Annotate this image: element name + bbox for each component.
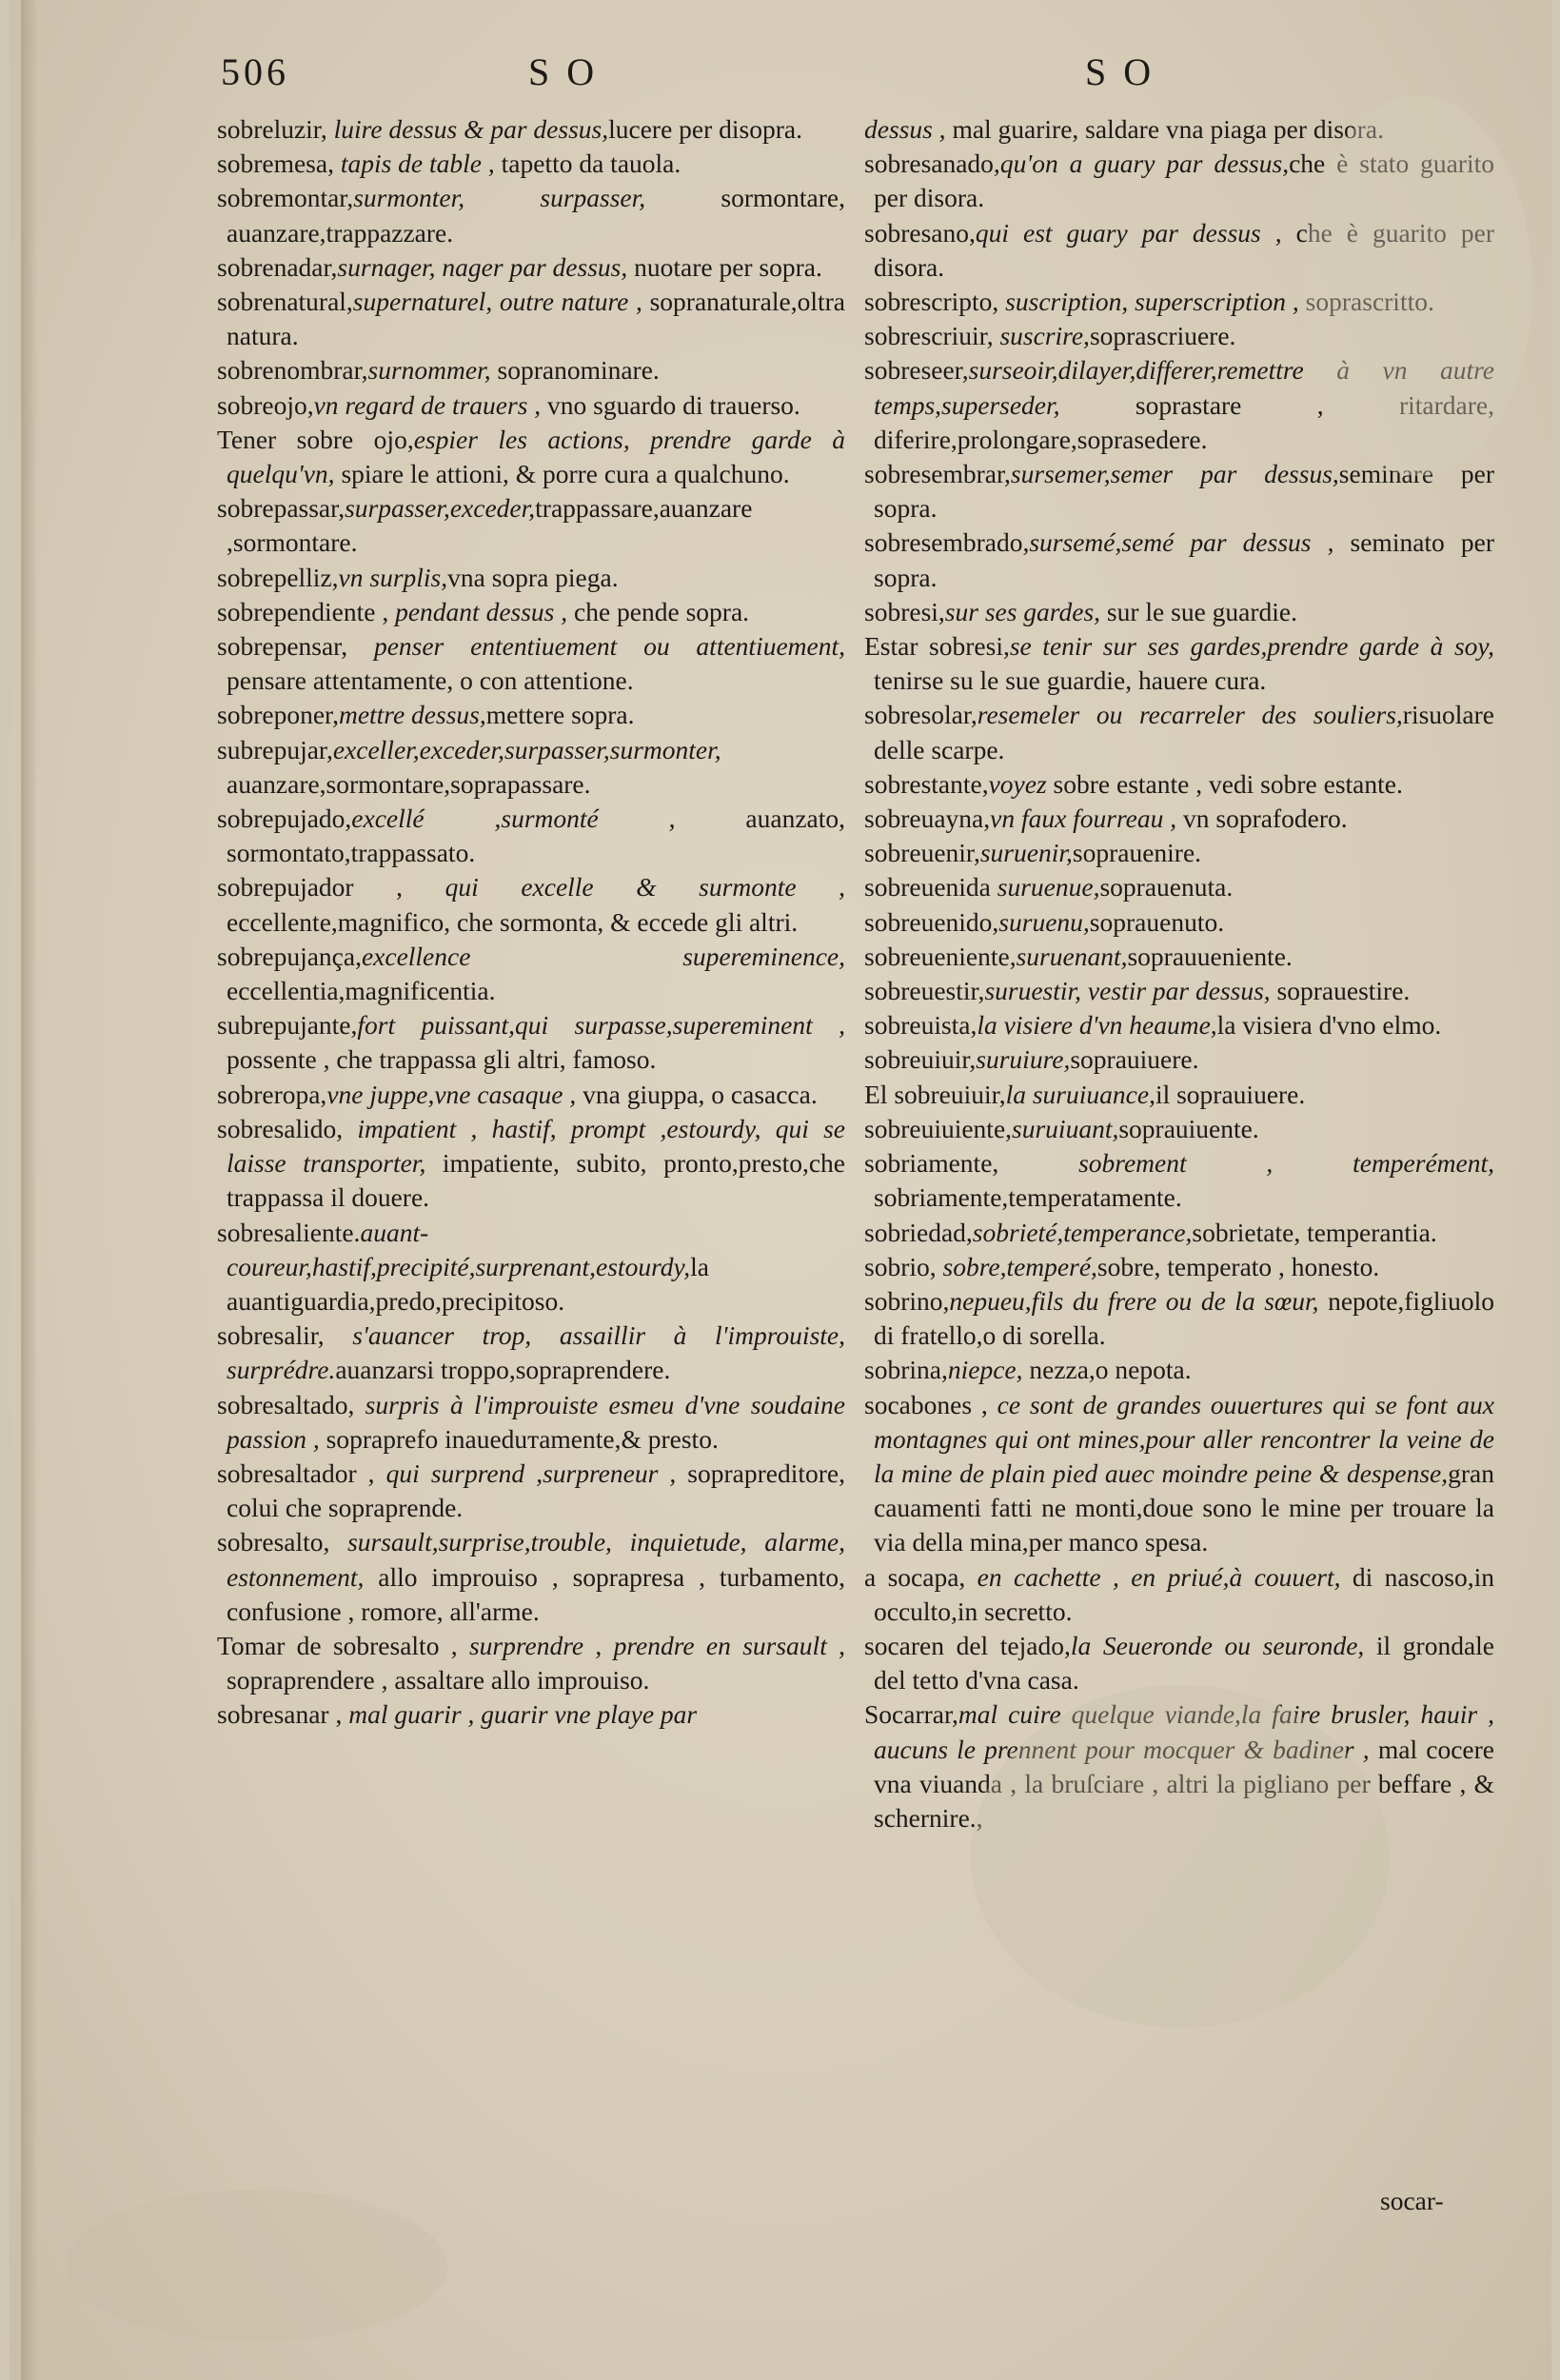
left-entry	[217, 388, 845, 423]
italian-gloss: auanzare,sormontare,soprapassare.	[227, 768, 591, 799]
french-gloss: mal guarir , guarir vne playe par	[342, 1699, 698, 1730]
right-entry	[864, 457, 1494, 526]
book-page	[10, 0, 1551, 2380]
french-gloss: sobrement , temperément,	[998, 1148, 1494, 1179]
left-entry	[217, 112, 845, 147]
left-entry	[217, 181, 845, 249]
right-entry	[864, 1112, 1494, 1146]
left-entry	[217, 1629, 845, 1697]
left-entry	[217, 940, 845, 1008]
headword: sobremontar,	[217, 183, 354, 213]
italian-gloss: soprauiuere.	[1070, 1044, 1199, 1075]
italian-gloss: sobrietate, temperantia.	[1192, 1217, 1437, 1247]
italian-gloss: che è guarito per disora.	[874, 217, 1494, 282]
italian-gloss: soprauueniente.	[1127, 941, 1293, 971]
italian-gloss: mal cocere vna viuanda , la bruſciare , altri la pigliano per beffare , & schernire.,	[874, 1734, 1494, 1833]
italian-gloss: sopraprefo inaueduтamente,& presto.	[319, 1423, 719, 1454]
headword: sobresolar,	[864, 700, 977, 730]
headword: sobrependiente ,	[217, 596, 389, 626]
left-running-head: S O	[528, 50, 599, 93]
italian-gloss: vno sguardo di trauerso.	[541, 389, 800, 420]
italian-gloss: sobriamente,temperatamente.	[874, 1182, 1182, 1213]
left-entry	[217, 423, 845, 491]
french-gloss: suruenu,	[998, 906, 1090, 937]
headword: sobrestante,	[864, 768, 989, 799]
french-gloss: suruiure,	[976, 1044, 1071, 1075]
italian-gloss: possente , che trappassa gli altri, famoso.	[227, 1044, 657, 1075]
french-gloss: dessus ,	[864, 114, 946, 144]
french-gloss: exceller,exceder,surpasser,surmonter,	[332, 734, 721, 764]
headword: sobriedad,	[864, 1217, 973, 1247]
italian-gloss: trappassare,auanzare ,sormontare.	[227, 493, 753, 558]
italian-gloss: mal guarire, saldare vna piaga per disora.	[945, 114, 1384, 144]
headword: sobrenombrar,	[217, 355, 368, 386]
right-entry	[864, 802, 1494, 836]
right-entry	[864, 974, 1494, 1008]
right-entry	[864, 836, 1494, 870]
french-gloss: vn faux fourreau ,	[990, 803, 1177, 834]
left-column	[217, 112, 845, 1733]
french-gloss: vn surplis,	[338, 562, 448, 592]
page-gutter-shadow	[21, 0, 38, 2380]
italian-gloss: il grondale del tetto d'vna casa.	[874, 1630, 1495, 1696]
italian-gloss: gran cauamenti fatti ne monti,doue sono le mine per trouare la via della mina,per manco spesa.	[874, 1458, 1494, 1557]
french-gloss: luire dessus & par dessus,	[326, 114, 609, 144]
french-gloss: voyez	[988, 768, 1047, 799]
italian-gloss: soprauenuta.	[1099, 872, 1234, 902]
italian-gloss: sur le sue guardie.	[1100, 596, 1297, 626]
french-gloss: mettre dessus,	[338, 700, 486, 730]
left-entry	[217, 1216, 845, 1319]
italian-gloss: sopraprendere , assaltare allo improuiso.	[227, 1665, 650, 1696]
italian-gloss: soprauenire.	[1072, 838, 1202, 868]
headword: Tomar de sobresalto ,	[217, 1630, 458, 1660]
italian-gloss: soprastare , ritardare, diferire,prolongare,soprasedere.	[874, 389, 1494, 454]
french-gloss: suscription, superscription ,	[998, 287, 1299, 317]
left-entry	[217, 1319, 845, 1387]
headword: sobresanar ,	[217, 1699, 343, 1730]
headword: sobresembrar,	[864, 459, 1011, 489]
right-entry	[864, 216, 1494, 285]
french-gloss: sobre,temperé,	[936, 1251, 1097, 1281]
left-entry	[217, 629, 845, 698]
right-entry	[864, 595, 1494, 629]
italian-gloss: lucere per disopra.	[608, 114, 802, 144]
headword: sobrescriuir,	[864, 321, 994, 351]
left-entry	[217, 1457, 845, 1525]
right-entry	[864, 285, 1494, 319]
right-entry	[864, 1008, 1494, 1042]
italian-gloss: nuotare per sopra.	[627, 251, 822, 282]
french-gloss: sursemer,semer par dessus,	[1010, 459, 1339, 489]
french-gloss: sursemé,semé par dessus ,	[1029, 527, 1334, 558]
headword: sobresalir,	[217, 1320, 325, 1351]
italian-gloss: soprauiuente.	[1118, 1113, 1259, 1143]
headword: sobrepelliz,	[217, 562, 339, 592]
french-gloss: resemeler ou recarreler des souliers,	[977, 700, 1403, 730]
right-entry	[864, 353, 1494, 457]
headword: Tener sobre ojo,	[217, 424, 414, 454]
left-entry	[217, 1112, 845, 1216]
right-entry	[864, 1042, 1494, 1077]
french-gloss: en cachette , en priué,à couuert,	[965, 1561, 1341, 1592]
french-gloss: qu'on a guary par dessus,	[999, 149, 1290, 179]
italian-gloss: nepote,figliuolo di fratello,o di sorella.	[874, 1285, 1494, 1351]
italian-gloss: soprapreditore, colui che sopraprende.	[227, 1458, 845, 1523]
french-gloss: surnommer,	[367, 355, 491, 386]
italian-gloss: la visiera d'vno elmo.	[1216, 1010, 1442, 1041]
italian-gloss: vna giuppa, o casacca.	[576, 1079, 818, 1109]
french-gloss: impatient , hastif, prompt ,estourdy, qui se laisse transporter,	[227, 1113, 845, 1179]
italian-gloss: auanzato, sormontato,trappassato.	[227, 803, 846, 868]
headword: sobrepujado,	[217, 803, 352, 834]
french-gloss: surprendre , prendre en sursault ,	[457, 1630, 846, 1660]
right-entry	[864, 1146, 1494, 1215]
headword: subrepujar,	[217, 734, 333, 764]
french-gloss: supernaturel, outre nature ,	[352, 287, 642, 317]
italian-gloss: la auantiguardia,predo,precipitoso.	[227, 1251, 709, 1316]
french-gloss: mal cuire quelque viande,la faire brusler, hauir , aucuns le prennent pour mocquer & badiner ,	[874, 1699, 1494, 1764]
french-gloss: nepueu,fils du frere ou de la sœur,	[949, 1285, 1319, 1316]
headword: sobresanado,	[864, 149, 1000, 179]
italian-gloss: sormontare, auanzare,trappazzare.	[227, 183, 845, 248]
french-gloss: la Seueronde ou seuronde,	[1070, 1630, 1365, 1660]
french-gloss: espier les actions, prendre garde à quelqu'vn,	[227, 424, 845, 489]
right-entry	[864, 1216, 1494, 1250]
french-gloss: suruenue,	[990, 872, 1100, 902]
headword: Estar sobresi,	[864, 631, 1010, 662]
headword: sobreuista,	[864, 1010, 977, 1041]
headword: sobrenadar,	[217, 251, 338, 282]
french-gloss: fort puissant,qui surpasse,supereminent ,	[357, 1010, 845, 1041]
headword: sobreuenido,	[864, 906, 999, 937]
headword: sobresembrado,	[864, 527, 1030, 558]
headword: sobrio,	[864, 1251, 937, 1281]
right-entry	[864, 1078, 1494, 1112]
italian-gloss: pensare attentamente, o con attentione.	[227, 665, 634, 696]
italian-gloss: mettere sopra.	[485, 700, 635, 730]
french-gloss: auant-coureur,hastif,precipité,surprenant,estourdy,	[227, 1217, 691, 1281]
headword: sobrescripto,	[864, 287, 999, 317]
french-gloss: suruenir,	[979, 838, 1073, 868]
italian-gloss: sopranaturale,oltra natura.	[227, 287, 845, 351]
italian-gloss: vn soprafodero.	[1176, 803, 1348, 834]
left-entry	[217, 285, 845, 353]
headword: sobremesa,	[217, 149, 334, 179]
french-gloss: sobrieté,temperance,	[972, 1217, 1193, 1247]
catchword: socar-	[1380, 2186, 1444, 2215]
left-entry	[217, 733, 845, 802]
right-entry	[864, 1388, 1494, 1560]
italian-gloss: vna sopra piega.	[447, 562, 619, 592]
right-entry	[864, 1560, 1494, 1629]
french-gloss: surnager, nager par dessus,	[337, 251, 628, 282]
headword: sobresano,	[864, 217, 976, 248]
right-entry	[864, 629, 1494, 698]
italian-gloss: soprauestire.	[1270, 976, 1411, 1006]
italian-gloss: che è stato guarito per disora.	[874, 149, 1494, 213]
italian-gloss: sopranominare.	[490, 355, 660, 386]
italian-gloss: che pende sopra.	[567, 596, 750, 626]
right-entry	[864, 870, 1494, 904]
headword: sobrepujança,	[217, 941, 362, 971]
headword: sobresaltado,	[217, 1389, 355, 1419]
headword: sobrenatural,	[217, 287, 353, 317]
headword: sobreuenida	[864, 872, 991, 902]
right-entry	[864, 905, 1494, 940]
headword: socaren del tejado,	[864, 1630, 1071, 1660]
right-column	[864, 112, 1494, 1835]
left-entry	[217, 147, 845, 181]
italian-gloss: soprauenuto.	[1089, 906, 1225, 937]
headword: sobresaliente.	[217, 1217, 361, 1247]
french-gloss: tapis de table ,	[333, 149, 495, 179]
headword: sobrepujador ,	[217, 872, 404, 902]
french-gloss: ce sont de grandes ouuertures qui se font aux montagnes qui ont mines,pour aller rencontrer la veine de la mine de plain pied auec moindre peine & despense,	[874, 1389, 1494, 1488]
right-running-head: S O	[1085, 50, 1155, 93]
italian-gloss: sobre estante , vedi sobre estante.	[1046, 768, 1403, 799]
left-entry	[217, 1525, 845, 1629]
french-gloss: vn regard de trauers ,	[313, 389, 542, 420]
italian-gloss: seminato per sopra.	[874, 527, 1494, 592]
right-entry	[864, 1284, 1494, 1353]
headword: sobreuiuir,	[864, 1044, 977, 1075]
italian-gloss: tapetto da tauola.	[494, 149, 681, 179]
italian-gloss: sobre, temperato , honesto.	[1096, 1251, 1380, 1281]
italian-gloss: di nascoso,in occulto,in secretto.	[874, 1561, 1494, 1626]
headword: sobresalido,	[217, 1113, 344, 1143]
french-gloss: sur ses gardes,	[944, 596, 1101, 626]
right-entry	[864, 112, 1494, 147]
left-entry	[217, 1697, 845, 1732]
headword: sobreuestir,	[864, 976, 985, 1006]
french-gloss: qui est guary par dessus ,	[975, 217, 1282, 248]
headword: sobrepassar,	[217, 493, 346, 524]
left-entry	[217, 870, 845, 939]
headword: sobreuayna,	[864, 803, 991, 834]
headword: a socapa,	[864, 1561, 966, 1592]
italian-gloss: nezza,o nepota.	[1022, 1355, 1192, 1385]
headword: sobreropa,	[217, 1079, 327, 1109]
left-entry	[217, 1388, 845, 1457]
headword: socabones ,	[864, 1389, 988, 1419]
page-number: 506	[221, 50, 289, 93]
headword: sobreojo,	[217, 389, 314, 420]
headword: sobreseer,	[864, 355, 969, 386]
right-entry	[864, 767, 1494, 802]
french-gloss: excellence supereminence,	[361, 941, 845, 971]
headword: sobreuenir,	[864, 838, 980, 868]
french-gloss: surpasser,exceder,	[345, 493, 536, 524]
italian-gloss: auanzarsi troppo,sopraprendere.	[335, 1355, 671, 1385]
headword: sobrino,	[864, 1285, 950, 1316]
headword: Socarrar,	[864, 1699, 958, 1730]
right-entry	[864, 1629, 1494, 1697]
right-entry	[864, 698, 1494, 766]
french-gloss: la visiere d'vn heaume,	[977, 1010, 1217, 1041]
left-entry	[217, 595, 845, 629]
italian-gloss: spiare le attioni, & porre cura a qualchuno.	[334, 459, 790, 489]
running-header	[10, 50, 1551, 110]
french-gloss: suruiuant,	[1012, 1113, 1119, 1143]
italian-gloss: soprascriuere.	[1089, 321, 1236, 351]
french-gloss: excellé ,surmonté ,	[351, 803, 676, 834]
left-entry	[217, 250, 845, 285]
italian-gloss: impatiente, subito, pronto,presto,che trappassa il douere.	[227, 1148, 845, 1213]
headword: sobresaltador ,	[217, 1458, 375, 1488]
headword: sobresalto,	[217, 1527, 330, 1557]
headword: sobreueniente,	[864, 941, 1017, 971]
french-gloss: se tenir sur ses gardes,prendre garde à soy,	[1009, 631, 1494, 662]
italian-gloss: eccellentia,magnificentia.	[227, 976, 496, 1006]
left-entry	[217, 1008, 845, 1077]
headword: sobrepensar,	[217, 631, 348, 662]
italian-gloss: tenirse su le sue guardie, hauere cura.	[874, 665, 1267, 696]
french-gloss: surseoir,dilayer,differer,remettre à vn autre temps,superseder,	[874, 355, 1494, 420]
headword: sobreponer,	[217, 700, 339, 730]
headword: sobreuiuiente,	[864, 1113, 1013, 1143]
left-entry	[217, 802, 845, 870]
french-gloss: suscrire,	[993, 321, 1090, 351]
right-entry	[864, 526, 1494, 594]
french-gloss: suruestir, vestir par dessus,	[984, 976, 1271, 1006]
left-entry	[217, 561, 845, 595]
headword: El sobreuiuir,	[864, 1079, 1006, 1109]
french-gloss: suruenant,	[1016, 941, 1128, 971]
italian-gloss: allo improuiso , soprapresa , turbamento, confusione , romore, all'arme.	[227, 1561, 845, 1626]
french-gloss: pendant dessus ,	[388, 596, 568, 626]
right-entry	[864, 319, 1494, 353]
italian-gloss: soprascritto.	[1298, 287, 1434, 317]
left-entry	[217, 698, 845, 732]
italian-gloss: seminare per sopra.	[874, 459, 1494, 524]
italian-gloss: risuolare delle scarpe.	[874, 700, 1494, 764]
headword: subrepujante,	[217, 1010, 358, 1041]
french-gloss: vne juppe,vne casaque ,	[326, 1079, 577, 1109]
french-gloss: surpris à l'improuiste esmeu d'vne soudaine passion ,	[227, 1389, 845, 1454]
right-entry	[864, 1353, 1494, 1387]
french-gloss: penser ententiuement ou attentiuement,	[347, 631, 845, 662]
right-entry	[864, 147, 1494, 215]
italian-gloss: il soprauiuere.	[1155, 1079, 1306, 1109]
french-gloss: niepce,	[947, 1355, 1023, 1385]
french-gloss: qui surprend ,surpreneur ,	[374, 1458, 677, 1488]
french-gloss: surmonter, surpasser,	[353, 183, 646, 213]
headword: sobrina,	[864, 1355, 948, 1385]
right-entry	[864, 1250, 1494, 1284]
french-gloss: s'auancer trop, assaillir à l'improuiste, surprédre.	[227, 1320, 845, 1385]
french-gloss: qui excelle & surmonte ,	[403, 872, 845, 902]
left-entry	[217, 353, 845, 387]
left-entry	[217, 1078, 845, 1112]
headword: sobriamente,	[864, 1148, 999, 1179]
right-entry	[864, 940, 1494, 974]
right-entry	[864, 1697, 1494, 1835]
italian-gloss: eccellente,magnifico, che sormonta, & eccede gli altri.	[227, 906, 799, 937]
headword: sobreluzir,	[217, 114, 327, 144]
french-gloss: sursault,surprise,trouble, inquietude, alarme, estonnement,	[227, 1527, 845, 1592]
left-entry	[217, 491, 845, 560]
headword: sobresi,	[864, 596, 945, 626]
french-gloss: la suruiuance,	[1005, 1079, 1155, 1109]
